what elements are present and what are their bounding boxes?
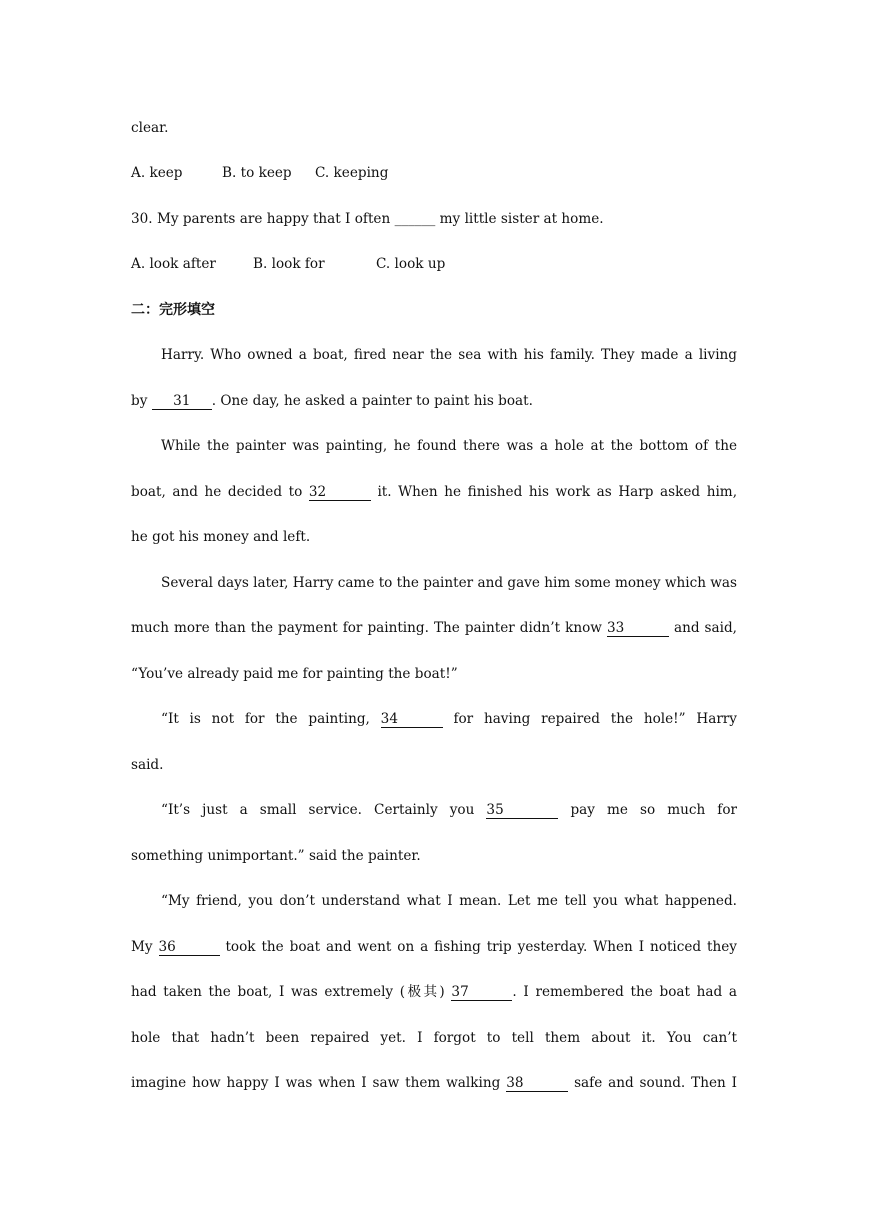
passage-text: by [131,393,148,409]
blank-36: 36 [159,939,220,956]
q30-option-c: C. look up [376,256,446,272]
passage-line: “You’ve already paid me for painting the boat!” [131,666,458,682]
q29-continuation: clear. [131,120,169,136]
q30-option-b: B. look for [253,256,325,272]
passage-line [131,1073,737,1093]
q30-blank: ______ [394,211,436,227]
passage-line: Several days later, Harry came to the painter and gave him some money which was [161,575,737,591]
passage-text: had taken the boat, I was extremely (极其) [131,984,445,1000]
passage-line [161,800,737,820]
q30-option-a: A. look after [131,256,216,272]
blank-35: 35 [486,802,558,819]
passage-line: Harry. Who owned a boat, fired near the sea with his family. They made a living [161,347,737,363]
passage-text: pay me so much for [570,802,737,818]
passage-text: My [131,939,153,955]
blank-34: 34 [381,711,443,728]
passage-line: hole that hadn’t been repaired yet. I forgot to tell them about it. You can’t [131,1030,737,1046]
passage-text: much more than the payment for painting. The painter didn’t know [131,620,602,636]
q30-stem-end: my little sister at home. [439,211,604,227]
passage-text: safe and sound. Then I [574,1075,738,1091]
passage-text: it. When he finished his work as Harp asked him, [377,484,738,500]
q30-stem [131,209,737,229]
passage-text: took the boat and went on a fishing trip yesterday. When I noticed they [225,939,737,955]
blank-38: 38 [506,1075,568,1092]
passage-line: said. [131,757,164,773]
passage-line: “My friend, you don’t understand what I mean. Let me tell you what happened. [161,893,737,909]
q29-option-c: C. keeping [315,165,389,181]
passage-text: imagine how happy I was when I saw them walking [131,1075,501,1091]
passage-line [131,482,737,502]
passage-line [131,618,737,638]
blank-33: 33 [607,620,669,637]
passage-line [131,937,737,957]
q30-stem-start: 30. My parents are happy that I often [131,211,391,227]
passage-text: boat, and he decided to [131,484,303,500]
blank-37: 37 [451,984,512,1001]
blank-31: 31 [152,393,212,410]
q30-options [131,254,737,274]
passage-text: for having repaired the hole!” Harry [453,711,737,727]
q29-option-a: A. keep [131,165,183,181]
q29-options [131,163,737,183]
passage-line [161,709,737,729]
passage-text: . I remembered the boat had a [512,984,738,1000]
q29-option-b: B. to keep [222,165,292,181]
passage-text: . One day, he asked a painter to paint his boat. [211,393,533,409]
passage-line [131,391,737,411]
passage-text: “It is not for the painting, [161,711,370,727]
passage-text: and said, [673,620,738,636]
passage-line: While the painter was painting, he found there was a hole at the bottom of the [161,438,737,454]
passage-line [131,982,737,1002]
passage-text: “It’s just a small service. Certainly you [161,802,475,818]
passage-line: he got his money and left. [131,529,311,545]
passage-line: something unimportant.” said the painter. [131,848,421,864]
section-heading: 二：完形填空 [131,302,215,318]
blank-32: 32 [309,484,371,501]
